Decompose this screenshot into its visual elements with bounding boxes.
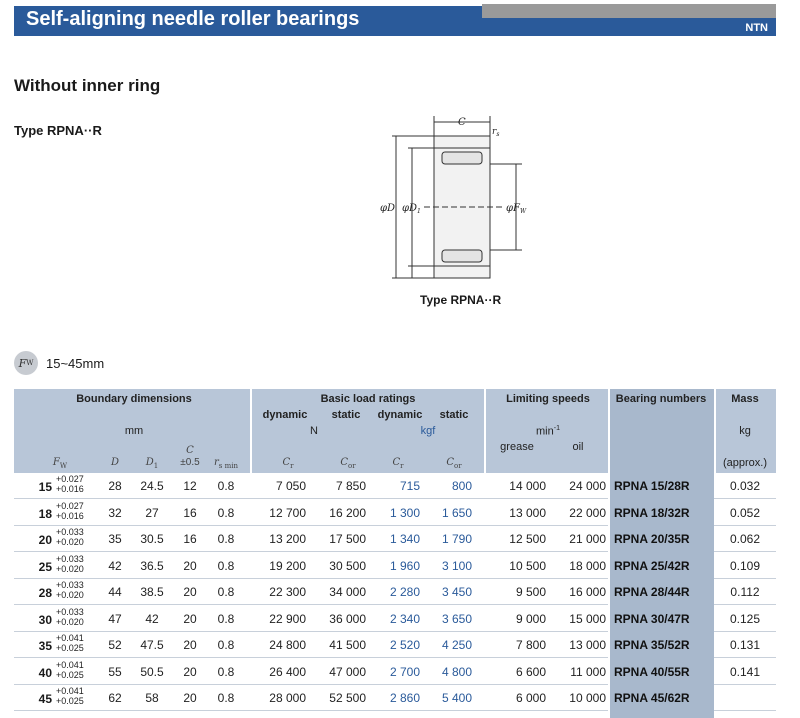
- cell-cor-kgf: 3 100: [441, 558, 472, 573]
- cell-fw: 18: [38, 506, 52, 521]
- sym-cr: $C_r$: [282, 457, 294, 470]
- header-unit-n: N: [310, 425, 318, 437]
- row-divider: [14, 710, 608, 711]
- cell-cr-kgf: 2 340: [389, 611, 420, 626]
- cell-r: 0.8: [217, 585, 235, 599]
- cell-r: 0.8: [217, 532, 235, 546]
- header-boundary: Boundary dimensions: [76, 393, 192, 405]
- header-unit-kgf: kgf: [420, 425, 436, 437]
- cell-c: 20: [183, 691, 197, 705]
- cell-cor-n: 52 500: [329, 691, 366, 705]
- cell-oil: 16 000: [569, 585, 606, 599]
- sym-fw: $F_W$: [52, 457, 68, 470]
- cell-r: 0.8: [217, 611, 235, 626]
- section-subtitle: Without inner ring: [14, 76, 161, 95]
- cell-c: 16: [183, 505, 197, 520]
- diagram-caption: Type RPNA··R: [420, 293, 502, 307]
- cell-cr-n: 22 900: [269, 611, 306, 626]
- cell-cor-n: 7 850: [335, 479, 366, 493]
- sym-c: C: [186, 445, 194, 456]
- cell-cor-n: 41 500: [329, 638, 366, 652]
- table-row: [14, 500, 776, 526]
- cell-oil: 21 000: [569, 532, 606, 546]
- cell-d: 28: [108, 479, 122, 493]
- cell-d: 42: [108, 558, 122, 573]
- cell-mass: 0.062: [729, 532, 761, 546]
- cell-cor-kgf: 4 800: [441, 664, 472, 679]
- cell-fw: 20: [38, 533, 52, 547]
- cell-cor-kgf: 3 450: [441, 585, 472, 599]
- cell-cor-kgf: 1 650: [441, 505, 472, 520]
- header-mass: Mass: [731, 393, 759, 405]
- cell-d1: 24.5: [140, 479, 164, 493]
- header-mass-unit: kg: [739, 425, 751, 437]
- cell-bearing-number: RPNA 25/42R: [614, 558, 690, 573]
- cell-grease: 14 000: [509, 479, 546, 493]
- cell-cr-n: 28 000: [269, 691, 306, 705]
- cell-cor-kgf: 1 790: [441, 532, 472, 546]
- fw-badge-icon: F W: [14, 351, 38, 375]
- row-divider: [714, 710, 776, 711]
- cell-c: 16: [183, 532, 197, 546]
- header-dynamic-n: dynamic: [262, 409, 308, 421]
- cell-fw: 35: [38, 639, 52, 653]
- cell-r: 0.8: [217, 691, 235, 705]
- cell-r: 0.8: [217, 664, 235, 679]
- cell-r: 0.8: [217, 479, 235, 493]
- cell-mass: 0.112: [730, 585, 760, 599]
- cell-mass: 0.131: [729, 638, 761, 652]
- sym-d1: $D_1$: [145, 457, 159, 470]
- diagram-label-d1: $\varphi D_1$: [402, 203, 421, 215]
- cell-bearing-number: RPNA 18/32R: [614, 505, 690, 520]
- cell-cr-n: 26 400: [269, 664, 306, 679]
- table-row: [14, 553, 776, 579]
- cell-c: 20: [183, 638, 197, 652]
- sym-r: $r_{s min}$: [214, 457, 238, 470]
- header-dynamic-kgf: dynamic: [377, 409, 423, 421]
- cell-cor-kgf: 800: [451, 479, 472, 493]
- cell-fw: 28: [38, 586, 52, 600]
- diagram-label-d: φD: [380, 203, 396, 214]
- cell-fw: 40: [38, 665, 52, 680]
- size-range: 15~45mm: [46, 356, 105, 371]
- table-row: [14, 685, 776, 711]
- sym-cor-kgf: $C_{or}$: [446, 457, 462, 470]
- header-static-kgf: static: [439, 409, 469, 421]
- cell-d1: 50.5: [140, 664, 164, 679]
- cell-fw-tolerance: +0.041 +0.025: [56, 633, 84, 653]
- cell-bearing-number: RPNA 40/55R: [614, 664, 690, 679]
- cell-cr-n: 12 700: [269, 505, 306, 520]
- header-load: Basic load ratings: [320, 393, 416, 405]
- cell-fw: 25: [38, 559, 52, 574]
- cell-cor-n: 17 500: [329, 532, 366, 546]
- cell-d1: 42: [145, 611, 159, 626]
- cell-oil: 10 000: [569, 691, 606, 705]
- cell-cr-kgf: 1 960: [389, 558, 420, 573]
- cell-cr-n: 13 200: [269, 532, 306, 546]
- diagram-label-c: C: [458, 117, 466, 128]
- cell-grease: 6 000: [515, 691, 546, 705]
- diagram-label-r: $r_s$: [492, 127, 500, 138]
- cell-r: 0.8: [217, 505, 235, 520]
- cell-c: 20: [183, 558, 197, 573]
- table-row: [14, 632, 776, 658]
- table-row: [14, 473, 776, 499]
- cell-cr-n: 22 300: [269, 585, 306, 599]
- cell-cor-n: 16 200: [329, 505, 366, 520]
- header-boundary-unit: mm: [124, 425, 144, 437]
- cell-bearing-number: RPNA 15/28R: [614, 479, 690, 493]
- header-grease: grease: [500, 441, 534, 453]
- cell-cor-kgf: 4 250: [441, 638, 472, 652]
- cell-r: 0.8: [217, 558, 235, 573]
- cell-cr-kgf: 2 520: [389, 638, 420, 652]
- cell-cor-n: 36 000: [329, 611, 366, 626]
- cell-bearing-number: RPNA 45/62R: [614, 691, 690, 705]
- cell-r: 0.8: [217, 638, 235, 652]
- brand-label: NTN: [745, 22, 768, 34]
- cell-c: 20: [183, 664, 197, 679]
- cell-d: 47: [108, 611, 122, 626]
- cell-fw-tolerance: +0.041 +0.025: [56, 686, 84, 706]
- cell-cor-kgf: 5 400: [441, 691, 472, 705]
- cell-fw-tolerance: +0.041 +0.025: [56, 659, 84, 680]
- cell-fw: 30: [38, 612, 52, 627]
- cell-d1: 38.5: [140, 585, 164, 599]
- cell-cr-kgf: 2 860: [389, 691, 420, 705]
- cell-cor-n: 30 500: [329, 558, 366, 573]
- cell-mass: 0.052: [729, 505, 761, 520]
- cell-c: 20: [183, 611, 197, 626]
- header-static-n: static: [331, 409, 361, 421]
- diagram-label-fw: $\varphi F_W$: [506, 203, 527, 215]
- cell-oil: 18 000: [569, 558, 606, 573]
- cell-fw: 45: [38, 692, 52, 706]
- cell-bearing-number: RPNA 28/44R: [614, 585, 690, 599]
- cell-oil: 13 000: [569, 638, 606, 652]
- cell-bearing-number: RPNA 20/35R: [614, 532, 690, 546]
- cell-d1: 27: [145, 505, 159, 520]
- cell-d: 55: [108, 664, 122, 679]
- cell-cr-kgf: 1 300: [389, 505, 420, 520]
- cell-fw-tolerance: +0.027 +0.016: [56, 474, 84, 494]
- cell-d: 62: [108, 691, 122, 705]
- cell-d1: 36.5: [140, 558, 164, 573]
- cell-mass: 0.109: [729, 558, 761, 573]
- cell-cr-n: 24 800: [269, 638, 306, 652]
- cell-cr-kgf: 1 340: [389, 532, 420, 546]
- sym-cor: $C_{or}$: [340, 457, 356, 470]
- cell-cr-kgf: 715: [399, 479, 420, 493]
- header-bearing-numbers: Bearing numbers: [615, 393, 707, 405]
- cell-d: 35: [108, 532, 122, 546]
- header-oil: oil: [572, 441, 584, 453]
- cell-fw-tolerance: +0.033 +0.020: [56, 580, 84, 600]
- bearing-diagram: [374, 112, 554, 288]
- cell-fw-tolerance: +0.033 +0.020: [56, 553, 84, 574]
- cell-cor-n: 34 000: [329, 585, 366, 599]
- table-row: [14, 526, 776, 552]
- cell-grease: 7 800: [515, 638, 546, 652]
- cell-c: 12: [183, 479, 197, 493]
- cell-c: 20: [183, 585, 197, 599]
- cell-d: 52: [108, 638, 122, 652]
- cell-oil: 22 000: [569, 505, 606, 520]
- cell-fw-tolerance: +0.033 +0.020: [56, 606, 84, 627]
- cell-d1: 58: [145, 691, 159, 705]
- cell-cr-n: 7 050: [275, 479, 306, 493]
- cell-cor-kgf: 3 650: [441, 611, 472, 626]
- table-row: [14, 579, 776, 605]
- cell-grease: 6 600: [515, 664, 546, 679]
- cell-bearing-number: RPNA 35/52R: [614, 638, 690, 652]
- sym-d: D: [110, 457, 120, 468]
- cell-d: 32: [108, 505, 122, 520]
- sym-c-tolerance: ±0.5: [180, 457, 200, 468]
- cell-bearing-number: RPNA 30/47R: [614, 611, 690, 626]
- cell-grease: 10 500: [509, 558, 546, 573]
- cell-cr-kgf: 2 700: [389, 664, 420, 679]
- table-row: [14, 659, 776, 685]
- header-speeds-unit: $\min^{-1}$: [536, 425, 560, 438]
- cell-d1: 30.5: [140, 532, 164, 546]
- cell-cr-kgf: 2 280: [389, 585, 420, 599]
- cell-fw-tolerance: +0.033 +0.020: [56, 527, 84, 547]
- header-speeds: Limiting speeds: [506, 393, 590, 405]
- cell-grease: 12 500: [509, 532, 546, 546]
- cell-oil: 11 000: [570, 664, 606, 679]
- cell-mass: 0.125: [729, 611, 761, 626]
- cell-mass: 0.032: [729, 479, 761, 493]
- cell-grease: 13 000: [509, 505, 546, 520]
- cell-oil: 24 000: [569, 479, 606, 493]
- cell-oil: 15 000: [569, 611, 606, 626]
- cell-fw-tolerance: +0.027 +0.016: [56, 500, 84, 521]
- sym-cr-kgf: $C_r$: [392, 457, 404, 470]
- cell-cr-n: 19 200: [269, 558, 306, 573]
- page-title: Self-aligning needle roller bearings: [26, 8, 360, 30]
- type-label: Type RPNA··R: [14, 123, 102, 138]
- header-accent: [482, 4, 776, 18]
- bearing-table: [14, 389, 776, 718]
- cell-d1: 47.5: [140, 638, 164, 652]
- table-row: [14, 606, 776, 632]
- cell-d: 44: [108, 585, 122, 599]
- cell-grease: 9 500: [515, 585, 546, 599]
- header-approx: (approx.): [722, 457, 768, 469]
- cell-mass: 0.141: [729, 664, 761, 679]
- cell-cor-n: 47 000: [329, 664, 366, 679]
- cell-fw: 15: [38, 480, 52, 494]
- cell-grease: 9 000: [515, 611, 546, 626]
